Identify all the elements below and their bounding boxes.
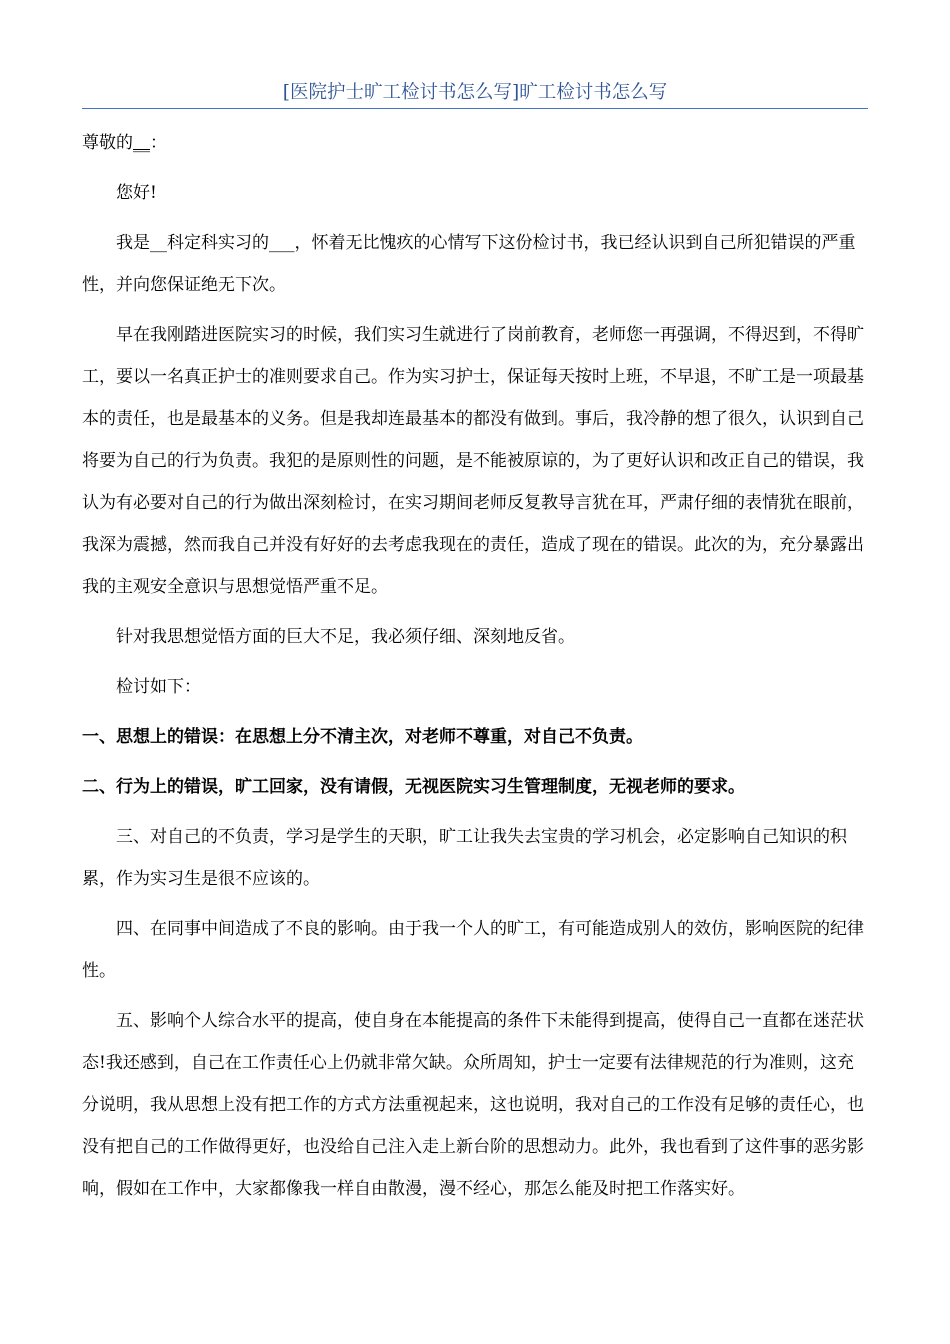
point-four: 四、在同事中间造成了不良的影响。由于我一个人的旷工，有可能造成别人的效仿，影响医院的纪律性。 xyxy=(82,919,864,981)
salutation-prefix: 尊敬的 xyxy=(82,133,133,153)
page-header-title: [医院护士旷工检讨书怎么写]旷工检讨书怎么写 xyxy=(282,82,668,103)
header-divider xyxy=(82,108,868,109)
paragraph-reflection: 针对我思想觉悟方面的巨大不足，我必须仔细、深刻地反省。 xyxy=(116,627,575,647)
salutation-suffix: ： xyxy=(150,133,167,153)
point-five: 五、影响个人综合水平的提高，使自身在本能提高的条件下未能得到提高，使得自己一直都在迷茫状态!我还感到，自己在工作责任心上仍就非常欠缺。众所周知，护士一定要有法律规范的行为准则，这充分说明，我从思想上没有把工作的方式方法重视起来，这也说明，我对自己的工作没有足够的责任心，也没有把自己的工作做得更好，也没给自己注入走上新台阶的思想动力。此外，我也看到了这件事的恶劣影响，假如在工作中，大家都像我一样自由散漫，漫不经心，那怎么能及时把工作落实好。 xyxy=(82,1011,864,1199)
paragraph-review-heading: 检讨如下： xyxy=(116,677,201,697)
point-two: 二、行为上的错误，旷工回家，没有请假，无视医院实习生管理制度，无视老师的要求。 xyxy=(82,777,745,797)
letter-body xyxy=(82,122,868,1218)
paragraph-intro: 我是__科定科实习的___，怀着无比愧疚的心情写下这份检讨书，我已经认识到自己所犯错误的严重性，并向您保证绝无下次。 xyxy=(82,233,856,295)
greeting: 您好! xyxy=(116,183,157,203)
salutation-blank: __ xyxy=(133,133,150,153)
paragraph-background: 早在我刚踏进医院实习的时候，我们实习生就进行了岗前教育，老师您一再强调，不得迟到，不得旷工，要以一名真正护士的准则要求自己。作为实习护士，保证每天按时上班，不早退，不旷工是一项最基本的责任，也是最基本的义务。但是我却连最基本的都没有做到。事后，我冷静的想了很久，认识到自己将要为自己的行为负责。我犯的是原则性的问题，是不能被原谅的，为了更好认识和改正自己的错误，我认为有必要对自己的行为做出深刻检讨，在实习期间老师反复教导言犹在耳，严肃仔细的表情犹在眼前，我深为震撼，然而我自己并没有好好的去考虑我现在的责任，造成了现在的错误。此次的为，充分暴露出我的主观安全意识与思想觉悟严重不足。 xyxy=(82,325,864,597)
point-three: 三、对自己的不负责，学习是学生的天职，旷工让我失去宝贵的学习机会，必定影响自己知识的积累，作为实习生是很不应该的。 xyxy=(82,827,847,889)
salutation xyxy=(82,122,868,164)
point-one: 一、思想上的错误：在思想上分不清主次，对老师不尊重，对自己不负责。 xyxy=(82,727,643,747)
